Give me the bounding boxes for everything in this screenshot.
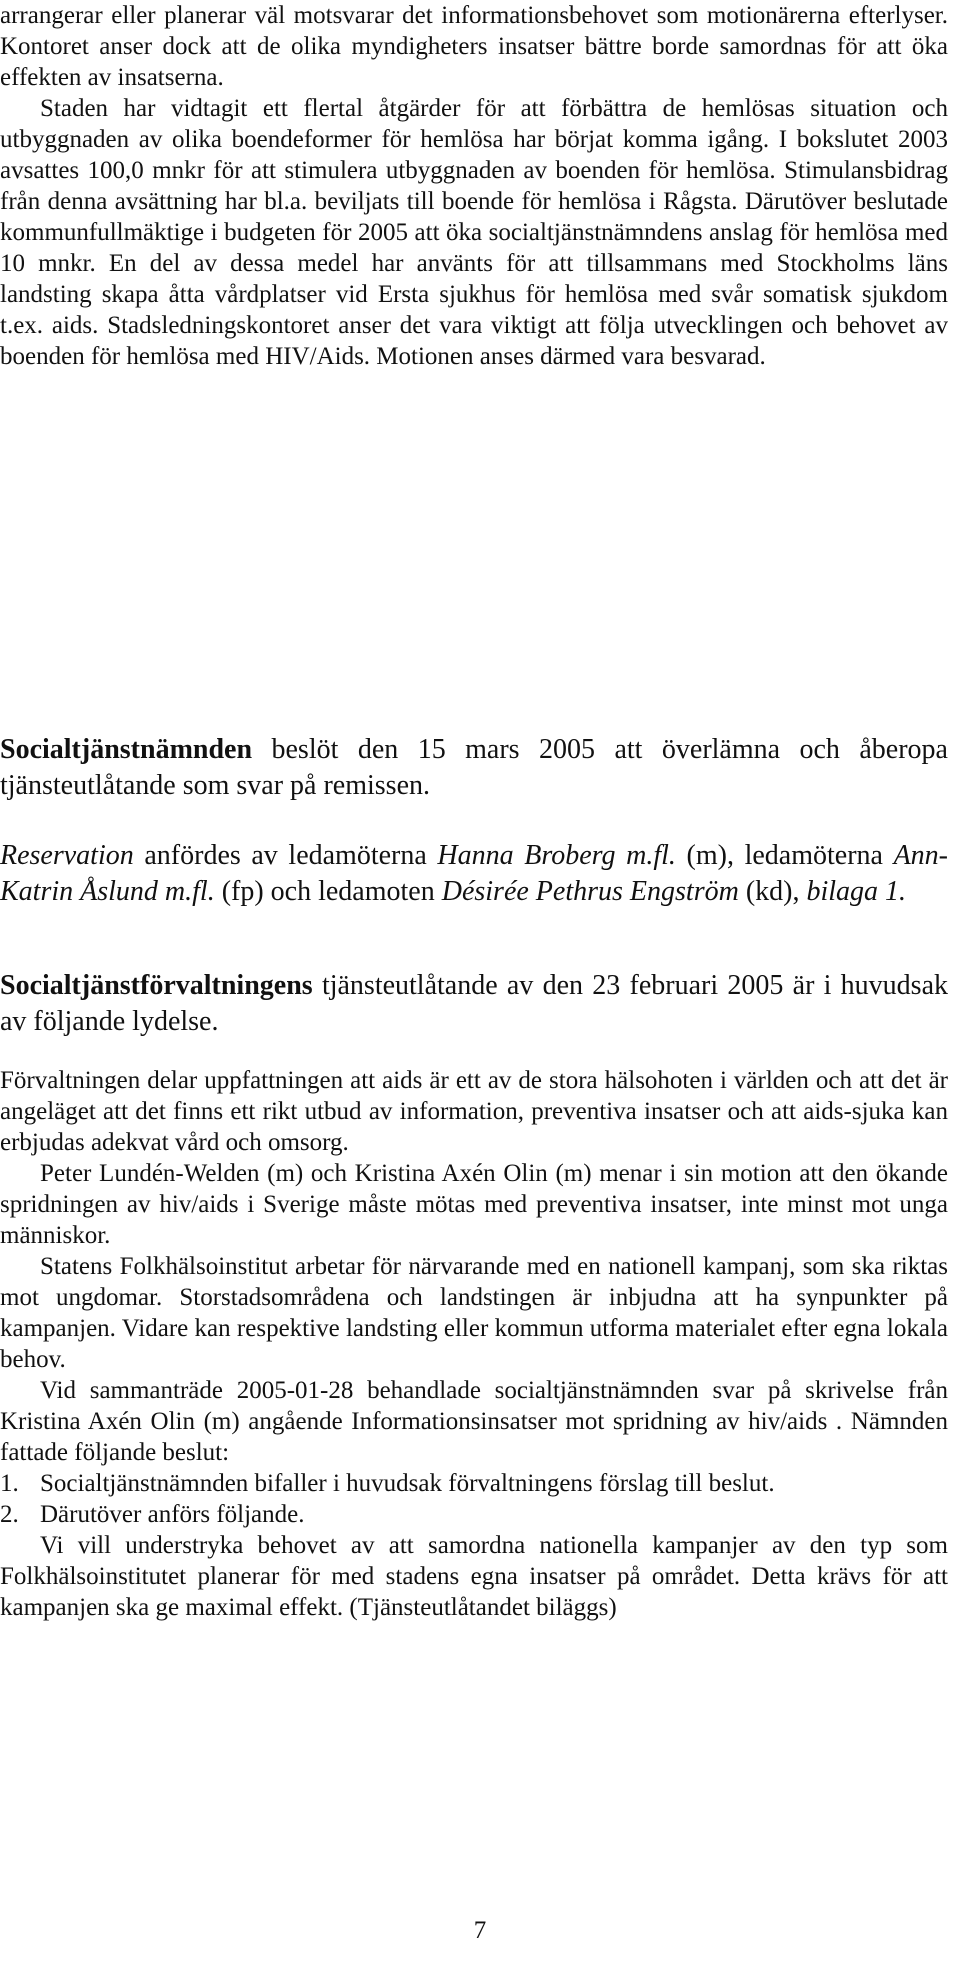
paragraph-coordination: Vi vill understryka behovet av att samordna nationella kampanjer av den typ som Folkhälsoinstitutet planerar för med stadens egna insatser på området. Detta krävs för att kampanjen ska ge maximal effekt. (Tjänsteutlåtandet biläggs) — [0, 1532, 948, 1621]
paragraph-continuation: arrangerar eller planerar väl motsvarar det informationsbehovet som motionärerna efterlyser. Kontoret anser dock att de olika myndigheters insatser bättre borde samordnas för att öka effekten av insatserna. — [0, 2, 948, 91]
paragraph-motion-summary: Peter Lundén-Welden (m) och Kristina Axén Olin (m) menar i sin motion att den ökande spridningen av hiv/aids i Sverige måste mötas med preventiva insatser, inte minst mot unga människor. — [0, 1160, 948, 1249]
reservation-note — [0, 838, 948, 910]
paragraph-administration-intro — [0, 968, 948, 1040]
decision-text: beslöt den 15 mars 2005 att överlämna och åberopa tjänsteutlåtande som svar på remissen. — [0, 734, 948, 801]
member-name: Hanna Broberg m.fl. — [437, 840, 676, 871]
statement-body — [0, 1065, 948, 1623]
appendix-reference: bilaga 1. — [806, 876, 907, 907]
opening-section — [0, 0, 948, 372]
member-name: Désirée Pethrus Engström — [441, 876, 739, 907]
list-item — [0, 1468, 948, 1499]
decision-list — [0, 1468, 948, 1530]
paragraph-campaign: Statens Folkhälsoinstitut arbetar för närvarande med en nationell kampanj, som ska riktas mot ungdomar. Storstadsområdena och landstingen är inbjudna att ha synpunkter på kampanjen. Vidare kan respektive landsting eller kommun utforma materialet efter egna lokala behov. — [0, 1253, 948, 1373]
committee-decision — [0, 732, 948, 804]
reservation-text: (kd), — [738, 876, 807, 907]
list-number: 1. — [0, 1470, 19, 1497]
paragraph-committee-decision — [0, 732, 948, 804]
page-number: 7 — [473, 1917, 487, 1944]
reservation-text: (m), ledamöterna — [675, 840, 894, 871]
list-text: Därutöver anförs följande. — [40, 1501, 305, 1528]
paragraph-homeless-measures: Staden har vidtagit ett flertal åtgärder för att förbättra de hemlösas situation och utbyggnaden av olika boendeformer för hemlösa har börjat komma igång. I bokslutet 2003 avsattes 100,0 mnkr för att stimulera utbyggnaden av boenden för hemlösa. Stimulansbidrag från denna avsättning har bl.a. beviljats till boende för hemlösa i Rågsta. Därutöver beslutade kommunfullmäktige i budgeten för 2005 att öka socialtjänstnämndens anslag för hemlösa med 10 mnkr. En del av dessa medel har använts för att tillsammans med Stockholms läns landsting skapa åtta vårdplatser vid Ersta sjukhus för hemlösa med svår somatisk sjukdom t.ex. aids. Stadsledningskontoret anser det vara viktigt att följa utvecklingen och behovet av boenden för hemlösa med HIV/Aids. Motionen anses därmed vara besvarad. — [0, 95, 948, 370]
reservation-label: Reservation — [0, 840, 134, 871]
paragraph-aids-threat: Förvaltningen delar uppfattningen att aids är ett av de stora hälsohoten i världen och att det är angeläget att det finns ett rikt utbud av information, preventiva insatser och att aids-sjuka kan erbjudas adekvat vård och omsorg. — [0, 1067, 948, 1156]
paragraph-meeting: Vid sammanträde 2005-01-28 behandlade socialtjänstnämnden svar på skrivelse från Kristina Axén Olin (m) angående Informationsinsatser mot spridning av hiv/aids . Nämnden fattade följande beslut: — [0, 1377, 948, 1466]
list-number: 2. — [0, 1501, 19, 1528]
paragraph-reservation — [0, 838, 948, 910]
member-name: Ann-Katrin Åslund m.fl. — [0, 840, 948, 907]
statement-text: tjänsteutlåtande av den 23 februari 2005 är i huvudsak av följande lydelse. — [0, 970, 948, 1037]
reservation-text: (fp) och ledamoten — [214, 876, 442, 907]
committee-name: Socialtjänstnämnden — [0, 734, 253, 765]
list-text: Socialtjänstnämnden bifaller i huvudsak förvaltningens förslag till beslut. — [40, 1470, 775, 1497]
list-item — [0, 1499, 948, 1530]
administration-name: Socialtjänstförvaltningens — [0, 970, 313, 1001]
administration-statement — [0, 968, 948, 1040]
reservation-text: anfördes av ledamöterna — [133, 840, 438, 871]
